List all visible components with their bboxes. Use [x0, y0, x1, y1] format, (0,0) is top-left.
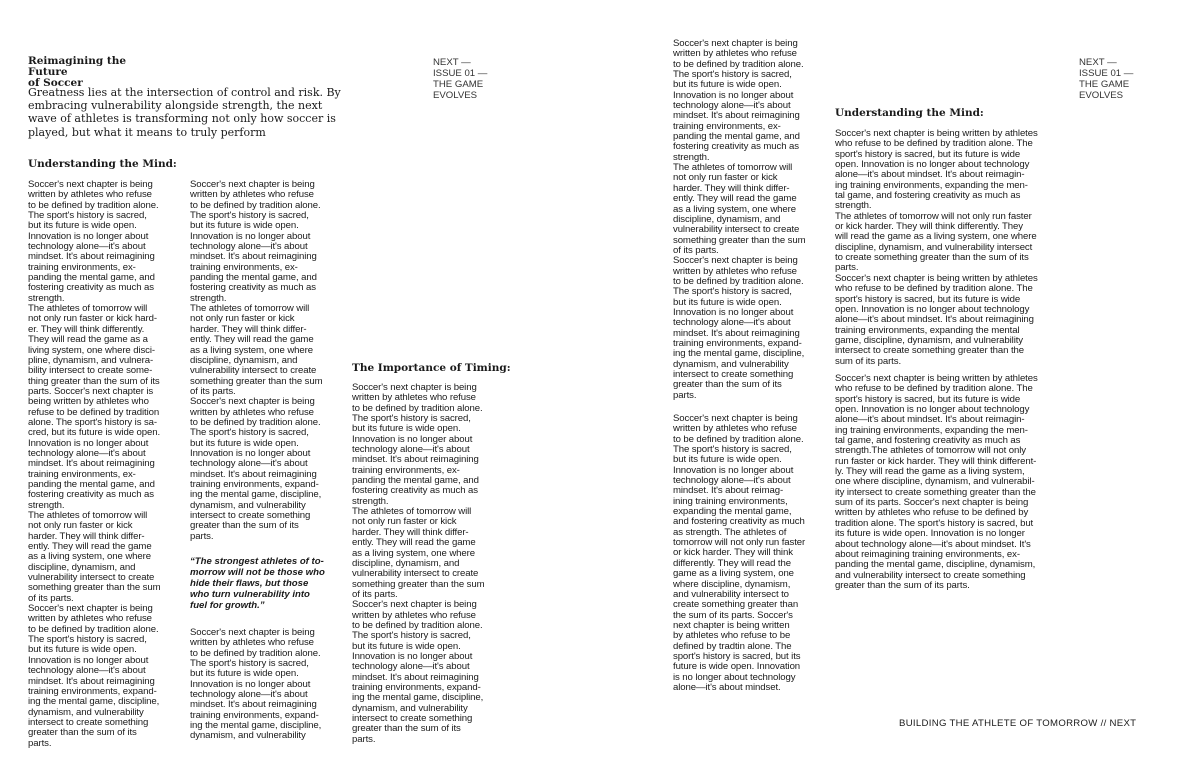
article-lede: Greatness lies at the intersection of control and risk. By embracing vulnerability alongside strength, the next wave of athletes is transforming not only how soccer is played, but what it means to truly perform: [28, 86, 341, 139]
issue-label-right: NEXT — ISSUE 01 — THE GAME EVOLVES: [1079, 57, 1134, 101]
body-column-3: Soccer's next chapter is being written by athletes who refuse to be defined by tradition alone. The sport's history is sacred, but its future is wide open. Innovation is no longer about technology alone—it's about mindset. It's about reimagining training environments, ex- panding the mental game, and fostering creativity as much as strength. The athletes of tomorrow will not only run faster or kick harder. They will think differ- ently. They will read the game as a living system, one where discipline, dynamism, and vulnerability intersect to create something greater than the sum of its parts. Soccer's next chapter is being written by athletes who refuse to be defined by tradition alone. The sport's history is sacred, but its future is wide open. Innovation is no longer about technology alone—it's about mindset. It's about reimagining training environments, expand- ing the mental game, discipline, dynamism, and vulnerability intersect to create something greater than the sum of its parts.: [352, 382, 485, 745]
running-footer: BUILDING THE ATHLETE OF TOMORROW // NEXT: [899, 718, 1137, 729]
section-heading-mind-left: Understanding the Mind:: [28, 158, 177, 170]
body-column-1: Soccer's next chapter is being written by athletes who refuse to be defined by tradition alone. The sport's history is sacred, but its future is wide open. Innovation is no longer about technology alone—it's about mindset. It's about reimagining training environments, ex- panding the mental game, and fostering creativity as much as strength. The athletes of tomorrow will not only run faster or kick hard- er. They will think differently. They will read the game as a living system, one where disci- pline, dynamism, and vulnera- bility intersect to create some- thing greater than the sum of its parts. Soccer's next chapter is being written by athletes who refuse to be defined by tradition alone. The sport's history is sa- cred, but its future is wide open. Innovation is no longer about technology alone—it's about mindset. It's about reimagining training environments, ex- panding the mental game, and fostering creativity as much as strength. The athletes of tomorrow will not only run faster or kick harder. They will think differ- ently. They will read the game as a living system, one where discipline, dynamism, and vulnerability intersect to create something greater than the sum of its parts. Soccer's next chapter is being written by athletes who refuse to be defined by tradition alone. The sport's history is sacred, but its future is wide open. Innovation is no longer about technology alone—it's about mindset. It's about reimagining training environments, expand- ing the mental game, discipline, dynamism, and vulnerability intersect to create something greater than the sum of its parts.: [28, 179, 161, 749]
body-column-5-a: Soccer's next chapter is being written by athletes who refuse to be defined by tradition alone. The sport's history is sacred, but its future is wide open. Innovation is no longer about technology alone—it's about mindset. It's about reimagin- ing training environments, expanding the men- tal game, and fostering creativity as much as strength. The athletes of tomorrow will not only run faster or kick harder. They will think differently. They will read the game as a living system, one where discipline, dynamism, and vulnerability intersect to create something greater than the sum of its parts. Soccer's next chapter is being written by athletes who refuse to be defined by tradition alone. The sport's history is sacred, but its future is wide open. Innovation is no longer about technology alone—it's about mindset. It's about reimagining training environments, expanding the mental game, discipline, dynamism, and vulnerability intersect to create something greater than the sum of its parts.: [835, 128, 1038, 367]
section-heading-timing: The Importance of Timing:: [352, 362, 511, 374]
issue-label-left: NEXT — ISSUE 01 — THE GAME EVOLVES: [433, 57, 488, 101]
body-column-4-bottom: Soccer's next chapter is being written by athletes who refuse to be defined by tradition alone. The sport's history is sacred, but its future is wide open. Innovation is no longer about technology alone—it's about mindset. It's about reimag- ining training environments, expanding the mental game, and fostering creativity as much as strength. The athletes of tomorrow will not only run faster or kick harder. They will think differently. They will read the game as a living system, one where discipline, dynamism, and vulnerability intersect to create something greater than the sum of its parts. Soccer's next chapter is being written by athletes who refuse to be defined by tradtin alone. The sport's history is sacred, but its future is wide open. Innovation is no longer about technology alone—it's about mindset.: [673, 413, 806, 693]
article-title: Reimagining the Future of Soccer: [28, 55, 127, 89]
body-column-5-b: Soccer's next chapter is being written by athletes who refuse to be defined by tradition alone. The sport's history is sacred, but its future is wide open. Innovation is no longer about technology alone—it's about mindset. It's about reimagin- ing training environments, expanding the men- tal game, and fostering creativity as much as strength.The athletes of tomorrow will not only run faster or kick harder. They will think different- ly. They will read the game as a living system, one where discipline, dynamism, and vulnerabil- ity intersect to create something greater than the sum of its parts. Soccer's next chapter is being written by athletes who refuse to be defined by tradition alone. The sport's history is sacred, but its future is wide open. Innovation is no longer about technology alone—it's about mindset. It's about reimagining training environments, ex- panding the mental game, discipline, dynamism, and vulnerability intersect to create something greater than the sum of its parts.: [835, 373, 1038, 591]
body-column-4-top: Soccer's next chapter is being written by athletes who refuse to be defined by tradition alone. The sport's history is sacred, but its future is wide open. Innovation is no longer about technology alone—it's about mindset. It's about reimagining training environments, ex- panding the mental game, and fostering creativity as much as strength. The athletes of tomorrow will not only run faster or kick harder. They will think differ- ently. They will read the game as a living system, one where discipline, dynamism, and vulnerability intersect to create something greater than the sum of its parts. Soccer's next chapter is being written by athletes who refuse to be defined by tradition alone. The sport's history is sacred, but its future is wide open. Innovation is no longer about technology alone—it's about mindset. It's about reimagining training environments, expand- ing the mental game, discipline, dynamism, and vulnerability intersect to create something greater than the sum of its parts.: [673, 38, 806, 401]
body-column-2-bottom: Soccer's next chapter is being written by athletes who refuse to be defined by tradition alone. The sport's history is sacred, but its future is wide open. Innovation is no longer about technology alone—it's about mindset. It's about reimagining training environments, expand- ing the mental game, discipline, dynamism, and vulnerability: [190, 627, 322, 742]
section-heading-mind-right: Understanding the Mind:: [835, 107, 984, 119]
body-column-2-top: Soccer's next chapter is being written by athletes who refuse to be defined by tradition alone. The sport's history is sacred, but its future is wide open. Innovation is no longer about technology alone—it's about mindset. It's about reimagining training environments, ex- panding the mental game, and fostering creativity as much as strength. The athletes of tomorrow will not only run faster or kick harder. They will think differ- ently. They will read the game as a living system, one where discipline, dynamism, and vulnerability intersect to create something greater than the sum of its parts. Soccer's next chapter is being written by athletes who refuse to be defined by tradition alone. The sport's history is sacred, but its future is wide open. Innovation is no longer about technology alone—it's about mindset. It's about reimagining training environments, expand- ing the mental game, discipline, dynamism, and vulnerability intersect to create something greater than the sum of its parts.: [190, 179, 323, 542]
pull-quote: “The strongest athletes of to- morrow will not be those who hide their flaws, but those who turn vulnerability into fuel for growth.”: [190, 556, 325, 611]
